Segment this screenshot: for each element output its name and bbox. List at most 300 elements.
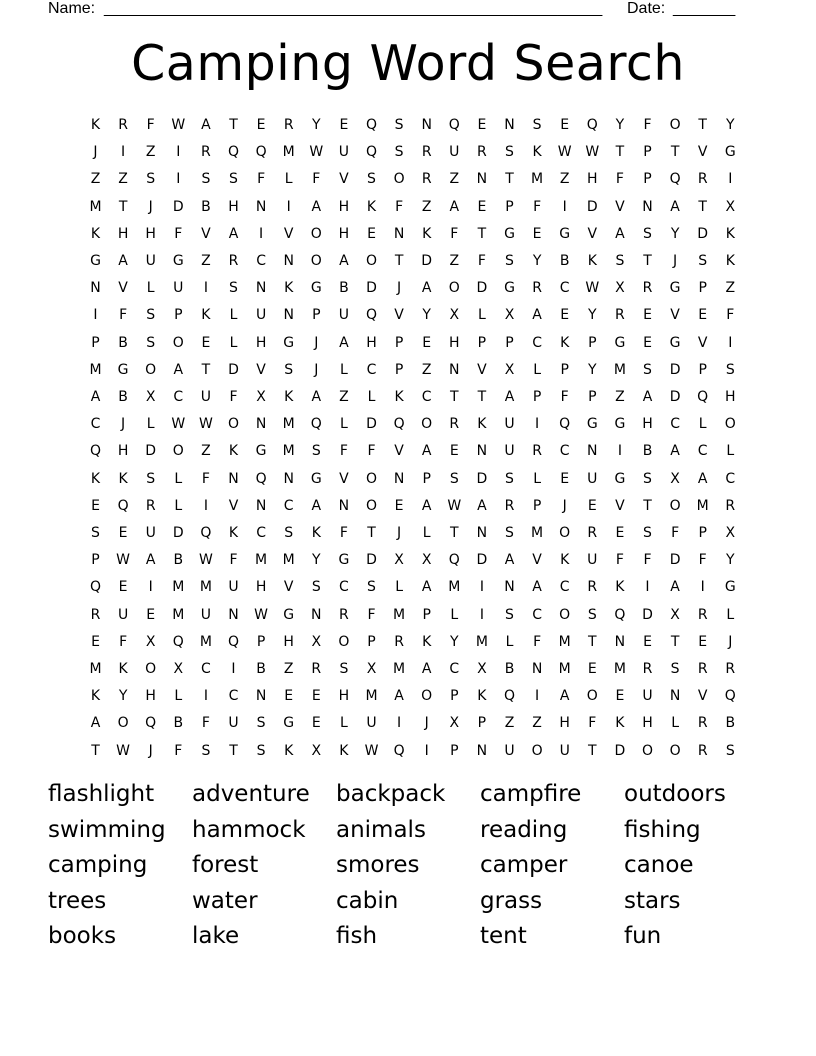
grid-letter: W: [171, 117, 186, 133]
grid-letter: T: [588, 742, 597, 759]
grid-letter: A: [201, 117, 211, 133]
grid-letter: E: [698, 307, 708, 324]
grid-letter: A: [311, 389, 322, 405]
grid-letter: Z: [532, 715, 542, 732]
grid-letter: N: [255, 497, 267, 514]
grid-letter: O: [145, 661, 157, 677]
grid-letter: G: [614, 470, 626, 487]
grid-letter: E: [560, 470, 570, 487]
grid-letter: D: [476, 280, 488, 297]
grid-letter: M: [558, 633, 571, 650]
grid-letter: Q: [503, 688, 516, 705]
grid-letter: E: [201, 334, 211, 351]
grid-letter: O: [421, 416, 433, 433]
grid-letter: M: [448, 579, 461, 596]
grid-letter: P: [588, 334, 597, 351]
grid-letter: P: [532, 389, 542, 405]
grid-letter: O: [145, 361, 157, 378]
grid-row: [82, 547, 742, 574]
grid-letter: N: [504, 579, 515, 596]
grid-letter: M: [282, 144, 295, 161]
grid-letter: N: [90, 280, 101, 297]
grid-letter: E: [118, 579, 128, 596]
word-list-item: water: [192, 887, 258, 914]
name-label: Name:: [48, 0, 96, 17]
grid-letter: O: [559, 525, 571, 541]
grid-letter: M: [89, 198, 102, 215]
grid-letter: Z: [449, 253, 460, 269]
grid-letter: A: [394, 688, 404, 705]
grid-letter: W: [585, 280, 600, 297]
grid-letter: Q: [559, 416, 571, 433]
grid-letter: E: [587, 497, 597, 514]
grid-letter: G: [614, 416, 626, 433]
grid-letter: S: [367, 579, 376, 596]
grid-letter: U: [587, 470, 598, 487]
grid-letter: G: [669, 334, 681, 351]
grid-row: [82, 520, 742, 547]
grid-letter: R: [587, 579, 598, 596]
grid-letter: O: [365, 497, 378, 514]
grid-letter: N: [642, 198, 653, 215]
grid-letter: F: [698, 552, 707, 569]
grid-letter: C: [339, 579, 349, 596]
grid-letter: Z: [449, 171, 460, 188]
grid-letter: Q: [614, 606, 626, 623]
grid-letter: D: [172, 198, 184, 215]
grid-letter: E: [422, 334, 432, 351]
grid-letter: B: [339, 280, 349, 297]
grid-letter: O: [172, 443, 184, 460]
grid-letter: S: [229, 280, 238, 297]
grid-letter: M: [282, 443, 295, 460]
grid-letter: Q: [586, 117, 598, 133]
grid-letter: P: [422, 606, 431, 623]
grid-letter: S: [394, 144, 404, 161]
grid-letter: V: [697, 688, 708, 705]
grid-letter: G: [255, 443, 267, 460]
grid-letter: S: [532, 117, 542, 133]
grid-letter: F: [119, 633, 128, 650]
grid-letter: N: [449, 361, 460, 378]
grid-letter: R: [283, 117, 294, 133]
grid-letter: K: [615, 715, 625, 732]
grid-letter: A: [477, 497, 487, 514]
grid-letter: M: [531, 525, 544, 541]
grid-letter: U: [642, 688, 653, 705]
grid-letter: K: [284, 280, 294, 297]
grid-letter: X: [615, 280, 625, 297]
grid-letter: T: [588, 633, 597, 650]
letter-grid: [82, 112, 742, 762]
grid-letter: F: [312, 171, 321, 188]
grid-letter: F: [367, 443, 376, 460]
grid-letter: G: [724, 144, 736, 161]
grid-letter: H: [145, 688, 156, 705]
grid-letter: X: [145, 389, 156, 405]
word-list-item: forest: [192, 852, 259, 879]
grid-letter: L: [174, 497, 183, 514]
grid-letter: G: [283, 715, 295, 732]
grid-letter: E: [643, 307, 652, 324]
grid-letter: D: [228, 361, 239, 378]
grid-letter: N: [283, 307, 294, 324]
grid-letter: T: [201, 361, 211, 378]
grid-letter: B: [201, 198, 211, 215]
grid-letter: E: [367, 225, 376, 242]
grid-letter: X: [504, 361, 515, 378]
grid-letter: D: [586, 198, 598, 215]
grid-letter: Q: [255, 470, 267, 487]
grid-letter: X: [256, 389, 266, 405]
grid-letter: N: [587, 443, 598, 460]
grid-letter: H: [255, 579, 267, 596]
grid-letter: J: [314, 361, 319, 378]
word-list-item: flashlight: [48, 781, 155, 807]
grid-letter: E: [146, 606, 156, 623]
grid-letter: L: [174, 470, 183, 487]
grid-letter: L: [174, 688, 183, 705]
grid-letter: L: [146, 280, 155, 297]
grid-letter: A: [615, 225, 625, 242]
grid-letter: K: [615, 579, 625, 596]
grid-letter: S: [698, 253, 708, 269]
grid-letter: P: [174, 307, 183, 324]
grid-letter: F: [146, 117, 155, 133]
grid-letter: R: [532, 443, 542, 460]
grid-letter: S: [367, 171, 376, 188]
grid-letter: A: [697, 470, 708, 487]
grid-letter: C: [532, 334, 542, 351]
grid-row: [82, 411, 742, 438]
grid-letter: V: [339, 470, 349, 487]
grid-letter: V: [615, 198, 625, 215]
grid-letter: H: [725, 389, 736, 405]
grid-letter: E: [311, 715, 321, 732]
grid-letter: R: [504, 497, 515, 514]
grid-letter: D: [421, 253, 433, 269]
grid-letter: H: [366, 334, 377, 351]
grid-letter: L: [533, 470, 541, 487]
grid-letter: Z: [145, 144, 156, 161]
grid-letter: X: [670, 606, 680, 623]
grid-letter: T: [367, 525, 376, 541]
grid-letter: W: [116, 552, 131, 569]
grid-letter: R: [725, 497, 736, 514]
grid-letter: F: [671, 525, 680, 541]
grid-letter: Q: [724, 688, 736, 705]
grid-letter: N: [338, 497, 350, 514]
word-list-item: reading: [480, 816, 568, 843]
grid-letter: A: [311, 198, 322, 215]
grid-letter: V: [201, 225, 211, 242]
grid-letter: A: [421, 280, 432, 297]
grid-letter: S: [284, 525, 294, 541]
grid-letter: G: [669, 280, 681, 297]
grid-letter: T: [670, 633, 680, 650]
grid-letter: F: [615, 171, 624, 188]
grid-letter: K: [311, 525, 321, 541]
grid-letter: B: [118, 334, 128, 351]
grid-letter: S: [201, 171, 211, 188]
grid-letter: S: [146, 171, 156, 188]
grid-letter: L: [339, 361, 348, 378]
grid-letter: O: [641, 742, 654, 759]
grid-letter: L: [422, 525, 431, 541]
grid-letter: D: [669, 552, 681, 569]
grid-letter: C: [670, 416, 680, 433]
grid-letter: M: [282, 552, 295, 569]
grid-letter: A: [559, 688, 570, 705]
grid-letter: D: [669, 361, 681, 378]
grid-letter: Z: [615, 389, 625, 405]
grid-letter: Z: [283, 661, 294, 677]
date-label: Date:: [627, 0, 666, 17]
header-line: [48, 0, 748, 20]
grid-letter: F: [257, 171, 266, 188]
grid-letter: F: [588, 715, 597, 732]
grid-letter: M: [696, 497, 709, 514]
grid-letter: C: [173, 389, 184, 405]
grid-letter: M: [613, 661, 626, 677]
grid-row: [82, 629, 742, 656]
grid-letter: K: [422, 225, 432, 242]
grid-letter: K: [339, 742, 349, 759]
word-list-item: fun: [624, 923, 662, 950]
grid-letter: O: [227, 416, 240, 433]
grid-letter: F: [367, 606, 376, 623]
grid-letter: P: [505, 334, 514, 351]
grid-letter: K: [118, 661, 128, 677]
grid-letter: N: [669, 688, 681, 705]
grid-row: [82, 330, 742, 357]
grid-letter: N: [311, 606, 322, 623]
grid-letter: H: [642, 416, 653, 433]
grid-letter: U: [587, 552, 598, 569]
grid-letter: U: [228, 579, 239, 596]
grid-letter: J: [121, 416, 126, 433]
grid-letter: V: [256, 361, 266, 378]
grid-letter: T: [229, 117, 238, 133]
grid-letter: H: [338, 198, 350, 215]
grid-letter: K: [90, 225, 101, 242]
grid-letter: V: [477, 361, 487, 378]
grid-letter: S: [505, 525, 514, 541]
grid-letter: M: [172, 606, 185, 623]
grid-letter: S: [339, 661, 349, 677]
grid-letter: T: [477, 389, 487, 405]
grid-letter: F: [201, 715, 210, 732]
grid-letter: O: [117, 715, 129, 732]
grid-letter: S: [643, 361, 652, 378]
grid-letter: E: [311, 688, 321, 705]
grid-letter: P: [450, 688, 459, 705]
grid-letter: I: [479, 606, 484, 623]
grid-letter: Q: [89, 579, 102, 596]
grid-letter: P: [394, 334, 404, 351]
grid-letter: X: [449, 307, 460, 324]
grid-letter: H: [255, 334, 267, 351]
grid-letter: Y: [588, 307, 597, 324]
grid-letter: X: [477, 661, 487, 677]
grid-letter: V: [283, 579, 294, 596]
grid-letter: N: [255, 280, 267, 297]
grid-letter: A: [90, 715, 101, 732]
grid-letter: U: [173, 280, 184, 297]
grid-letter: L: [339, 416, 348, 433]
grid-letter: E: [615, 525, 625, 541]
grid-letter: P: [698, 525, 707, 541]
grid-letter: R: [697, 661, 708, 677]
grid-letter: R: [449, 416, 460, 433]
grid-letter: J: [562, 497, 567, 514]
grid-letter: A: [173, 361, 184, 378]
grid-letter: K: [422, 633, 432, 650]
grid-letter: F: [174, 225, 183, 242]
word-list-item: smores: [336, 852, 420, 879]
grid-letter: F: [119, 307, 128, 324]
date-blank-line: _______: [673, 0, 736, 17]
grid-letter: N: [255, 416, 267, 433]
grid-letter: Z: [339, 389, 349, 405]
grid-letter: P: [505, 198, 514, 215]
grid-row: [82, 466, 742, 493]
grid-letter: N: [255, 198, 267, 215]
grid-letter: X: [449, 715, 460, 732]
grid-letter: U: [504, 742, 515, 759]
grid-letter: R: [421, 144, 432, 161]
grid-letter: K: [394, 389, 404, 405]
grid-letter: C: [559, 579, 570, 596]
grid-letter: Q: [365, 117, 378, 133]
grid-letter: L: [367, 389, 376, 405]
grid-letter: F: [229, 389, 238, 405]
grid-letter: E: [643, 633, 652, 650]
grid-letter: F: [560, 389, 569, 405]
grid-letter: E: [587, 661, 597, 677]
grid-letter: P: [367, 633, 376, 650]
grid-letter: H: [559, 715, 570, 732]
grid-letter: H: [117, 443, 129, 460]
grid-letter: U: [145, 525, 156, 541]
grid-letter: U: [366, 715, 377, 732]
grid-letter: V: [615, 497, 625, 514]
grid-letter: E: [477, 198, 487, 215]
word-list-item: fish: [336, 923, 378, 950]
grid-letter: M: [531, 171, 544, 188]
grid-letter: N: [255, 688, 267, 705]
grid-letter: F: [643, 552, 652, 569]
grid-letter: L: [726, 443, 735, 460]
grid-letter: G: [90, 253, 101, 269]
grid-letter: J: [397, 525, 402, 541]
grid-letter: G: [586, 416, 598, 433]
grid-letter: I: [562, 198, 567, 215]
grid-letter: R: [201, 144, 211, 161]
grid-letter: X: [366, 661, 377, 677]
grid-letter: K: [725, 253, 735, 269]
grid-letter: W: [198, 416, 213, 433]
grid-letter: N: [228, 606, 239, 623]
grid-letter: W: [557, 144, 572, 161]
grid-letter: Y: [118, 688, 128, 705]
grid-letter: M: [255, 552, 268, 569]
grid-letter: C: [559, 443, 570, 460]
grid-letter: T: [698, 117, 707, 133]
grid-letter: Q: [669, 171, 681, 188]
grid-letter: P: [532, 497, 542, 514]
grid-letter: F: [201, 470, 210, 487]
grid-letter: X: [311, 742, 322, 759]
grid-letter: H: [449, 334, 460, 351]
grid-letter: Z: [118, 171, 128, 188]
grid-letter: U: [338, 144, 350, 161]
grid-letter: A: [421, 497, 432, 514]
grid-letter: B: [642, 443, 653, 460]
grid-letter: V: [394, 307, 404, 324]
grid-letter: S: [311, 443, 321, 460]
word-list-item: outdoors: [624, 781, 726, 807]
grid-letter: E: [560, 307, 570, 324]
grid-letter: T: [615, 144, 625, 161]
grid-letter: A: [670, 198, 680, 215]
grid-letter: A: [670, 443, 680, 460]
grid-letter: E: [91, 497, 100, 514]
grid-letter: L: [698, 416, 707, 433]
grid-letter: I: [286, 198, 291, 215]
grid-letter: Q: [393, 416, 405, 433]
grid-letter: T: [394, 253, 404, 269]
grid-letter: Y: [726, 552, 735, 569]
grid-letter: H: [145, 225, 156, 242]
grid-letter: K: [284, 742, 294, 759]
grid-letter: G: [310, 470, 322, 487]
grid-letter: L: [146, 416, 155, 433]
grid-letter: R: [615, 307, 625, 324]
grid-letter: V: [587, 225, 598, 242]
word-list-item: canoe: [624, 852, 694, 879]
grid-row: [82, 139, 742, 166]
grid-letter: R: [421, 171, 432, 188]
grid-letter: I: [535, 688, 540, 705]
grid-letter: G: [504, 225, 515, 242]
grid-letter: R: [339, 606, 349, 623]
grid-letter: Y: [588, 361, 597, 378]
grid-letter: I: [535, 416, 540, 433]
grid-letter: O: [393, 171, 405, 188]
grid-letter: F: [726, 307, 735, 324]
grid-letter: A: [449, 198, 460, 215]
grid-letter: Q: [310, 416, 322, 433]
grid-letter: L: [339, 715, 348, 732]
grid-letter: G: [338, 552, 350, 569]
word-list-item: lake: [192, 923, 240, 950]
grid-letter: D: [476, 552, 488, 569]
grid-letter: J: [93, 144, 98, 161]
grid-letter: K: [90, 470, 101, 487]
grid-letter: B: [118, 389, 128, 405]
grid-letter: C: [532, 606, 542, 623]
grid-letter: E: [256, 117, 266, 133]
grid-letter: Y: [450, 633, 459, 650]
grid-letter: I: [203, 497, 208, 514]
grid-letter: S: [449, 470, 459, 487]
word-list-item: animals: [336, 816, 426, 843]
grid-letter: H: [338, 688, 350, 705]
grid-letter: U: [504, 443, 515, 460]
grid-letter: T: [477, 225, 487, 242]
grid-letter: P: [643, 171, 652, 188]
